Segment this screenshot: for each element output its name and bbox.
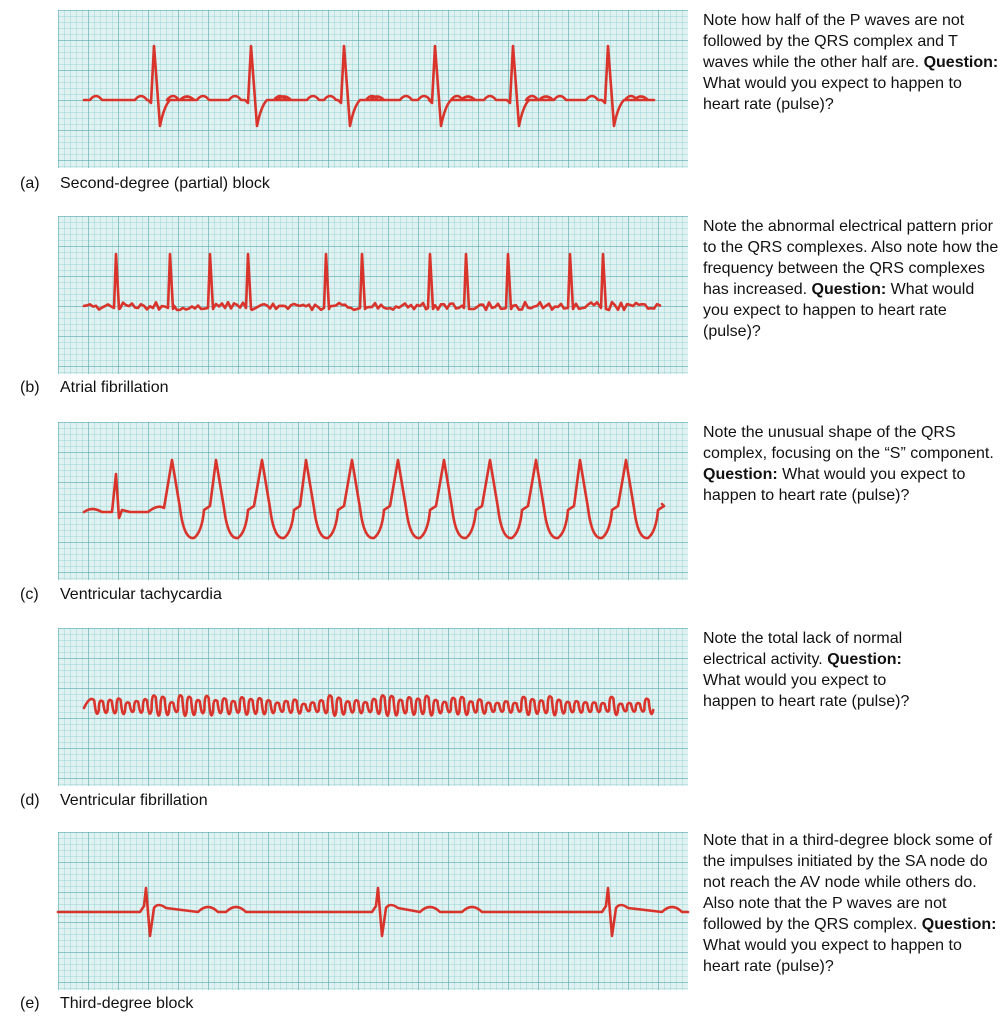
question-label-a: Question: <box>923 54 999 71</box>
question-text-c: What would you expect to happen to heart rate (pulse)? <box>703 466 966 504</box>
ecg-waveform-d <box>84 695 653 715</box>
ecg-strip-second-degree-block <box>58 10 688 168</box>
ecg-strip-ventricular-tachycardia <box>58 422 688 580</box>
question-label-e: Question: <box>921 916 997 933</box>
caption-b <box>20 379 168 397</box>
ecg-strip-atrial-fibrillation <box>58 216 688 374</box>
caption-e <box>20 995 193 1013</box>
panel-letter-b: (b) <box>20 379 40 396</box>
note-text-a: Note how half of the P waves are not followed by the QRS complex and T waves while the other half are. <box>703 12 965 71</box>
question-text-e: What would you expect to happen to heart rate (pulse)? <box>703 937 962 975</box>
panel-title-a: Second-degree (partial) block <box>60 175 270 192</box>
note-text-d: Note the total lack of normal electrical activity. <box>703 630 903 668</box>
note-text-c: Note the unusual shape of the QRS complex, focusing on the “S” component. <box>703 424 994 462</box>
panel-letter-c: (c) <box>20 586 39 603</box>
note-a <box>703 10 999 115</box>
panel-letter-a: (a) <box>20 175 40 192</box>
question-text-a: What would you expect to happen to heart rate (pulse)? <box>703 75 962 113</box>
ecg-trace-c <box>58 422 688 580</box>
note-c <box>703 422 999 506</box>
panel-letter-e: (e) <box>20 995 40 1012</box>
panel-title-c: Ventricular tachycardia <box>60 586 222 603</box>
ecg-waveform-c <box>84 460 664 538</box>
question-text-d: What would you expect to happen to heart rate (pulse)? <box>703 672 910 710</box>
note-text-b: Note the abnormal electrical pattern prior to the QRS complexes. Also note how the frequency between the QRS complexes has increased. <box>703 218 999 298</box>
question-text-b: What would you expect to happen to heart rate (pulse)? <box>703 281 975 340</box>
ecg-trace-a <box>58 10 688 168</box>
caption-c <box>20 586 222 604</box>
panel-title-d: Ventricular fibrillation <box>60 792 208 809</box>
note-b <box>703 216 999 342</box>
note-text-e: Note that in a third-degree block some of the impulses initiated by the SA node do not reach the AV node while others do. Also note that the P waves are not followed by the QRS complex. <box>703 832 993 933</box>
ecg-trace-b <box>58 216 688 374</box>
caption-d <box>20 792 208 810</box>
ecg-waveform-e <box>58 888 688 936</box>
ecg-strip-third-degree-block <box>58 832 688 990</box>
panel-letter-d: (d) <box>20 792 40 809</box>
note-e <box>703 830 999 977</box>
ecg-waveform-a <box>84 46 654 126</box>
note-d <box>703 628 943 712</box>
caption-a <box>20 175 270 193</box>
panel-title-b: Atrial fibrillation <box>60 379 169 396</box>
ecg-trace-e <box>58 832 688 990</box>
question-label-d: Question: <box>827 651 902 668</box>
ecg-waveform-b <box>84 254 660 310</box>
ecg-strip-ventricular-fibrillation <box>58 628 688 786</box>
ecg-trace-d <box>58 628 688 786</box>
panel-title-e: Third-degree block <box>60 995 194 1012</box>
question-label-b: Question: <box>811 281 887 298</box>
question-label-c: Question: <box>703 466 778 483</box>
